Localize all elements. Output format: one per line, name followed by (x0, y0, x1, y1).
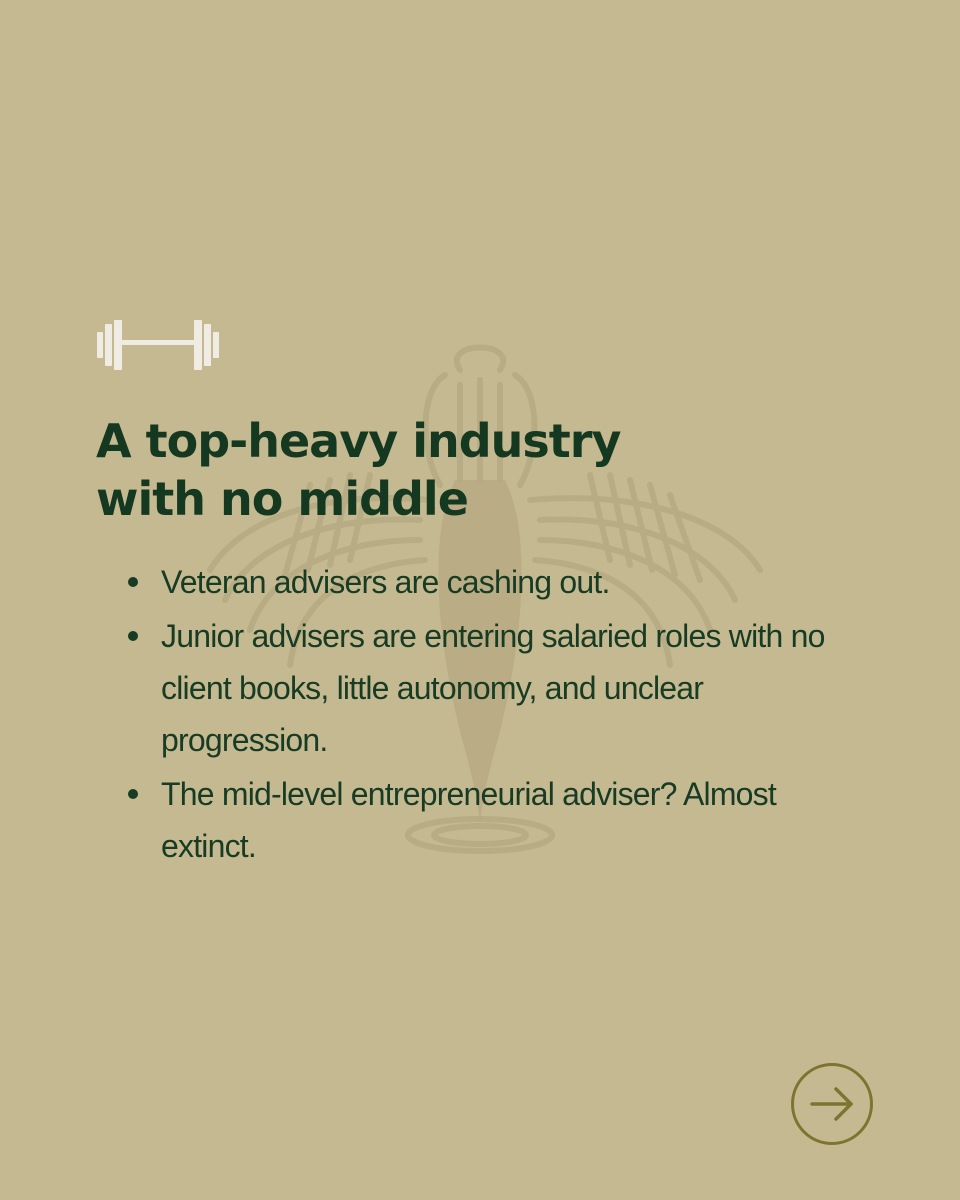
arrow-right-icon (812, 1089, 851, 1119)
title-line-1: A top-heavy industry (96, 414, 621, 468)
page-title (96, 412, 856, 528)
bullet-list (122, 556, 842, 874)
next-button[interactable] (790, 1062, 874, 1146)
bullet-item-mid-level: The mid-level entrepreneurial adviser? Almost extinct. (122, 768, 842, 872)
barbell-icon (95, 318, 221, 372)
bullet-item-juniors: Junior advisers are entering salaried roles with no client books, little autonomy, and unclear progression. (122, 610, 842, 766)
title-line-2: with no middle (96, 472, 468, 526)
bullet-item-veterans: Veteran advisers are cashing out. (122, 556, 842, 608)
